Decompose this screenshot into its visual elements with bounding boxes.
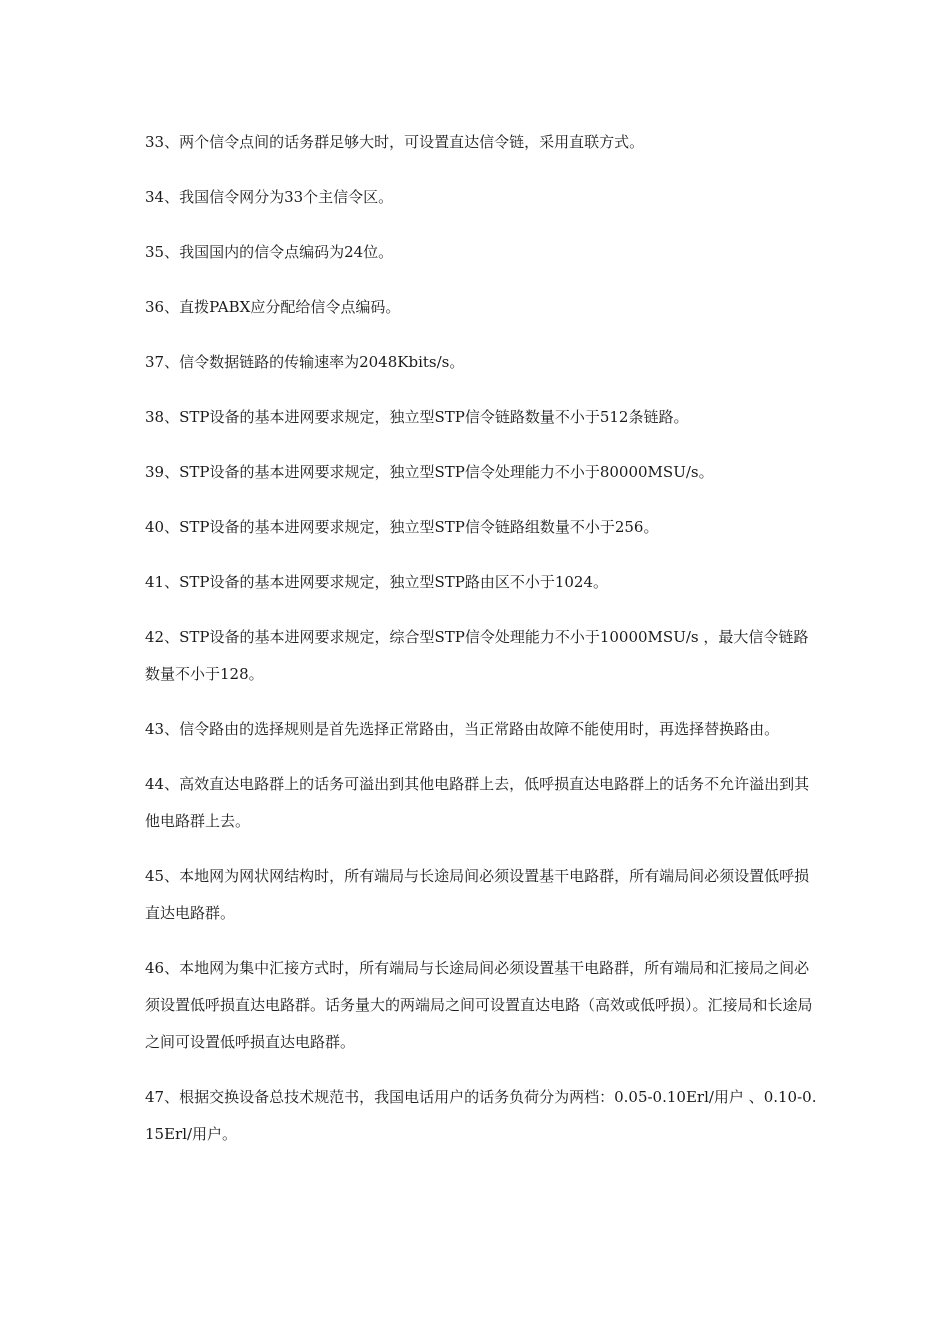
document-body <box>145 124 817 1171</box>
paragraph-39: 39、STP设备的基本进网要求规定，独立型STP信令处理能力不小于80000MSU/s。 <box>145 463 714 481</box>
paragraph-33: 33、两个信令点间的话务群足够大时，可设置直达信令链，采用直联方式。 <box>145 133 645 151</box>
paragraph-41: 41、STP设备的基本进网要求规定，独立型STP路由区不小于1024。 <box>145 573 609 591</box>
paragraph-35: 35、我国国内的信令点编码为24位。 <box>145 243 394 261</box>
paragraph-43: 43、信令路由的选择规则是首先选择正常路由，当正常路由故障不能使用时，再选择替换路由。 <box>145 720 780 738</box>
paragraph-44: 44、高效直达电路群上的话务可溢出到其他电路群上去，低呼损直达电路群上的话务不允许溢出到其他电路群上去。 <box>145 775 810 830</box>
paragraph-45: 45、本地网为网状网结构时，所有端局与长途局间必须设置基干电路群，所有端局间必须设置低呼损直达电路群。 <box>145 867 810 922</box>
paragraph-42: 42、STP设备的基本进网要求规定，综合型STP信令处理能力不小于10000MSU/s ，最大信令链路数量不小于128。 <box>145 628 809 683</box>
paragraph-38: 38、STP设备的基本进网要求规定，独立型STP信令链路数量不小于512条链路。 <box>145 408 689 426</box>
paragraph-34: 34、我国信令网分为33个主信令区。 <box>145 188 394 206</box>
paragraph-36: 36、直拨PABX应分配给信令点编码。 <box>145 298 401 316</box>
paragraph-37: 37、信令数据链路的传输速率为2048Kbits/s。 <box>145 353 465 371</box>
paragraph-47: 47、根据交换设备总技术规范书，我国电话用户的话务负荷分为两档：0.05-0.10Erl/用户 、0.10-0.15Erl/用户。 <box>145 1088 817 1143</box>
paragraph-40: 40、STP设备的基本进网要求规定，独立型STP信令链路组数量不小于256。 <box>145 518 659 536</box>
paragraph-46: 46、本地网为集中汇接方式时，所有端局与长途局间必须设置基干电路群，所有端局和汇接局之间必须设置低呼损直达电路群。话务量大的两端局之间可设置直达电路（高效或低呼损）。汇接局和长途局之间可设置低呼损直达电路群。 <box>145 959 813 1051</box>
